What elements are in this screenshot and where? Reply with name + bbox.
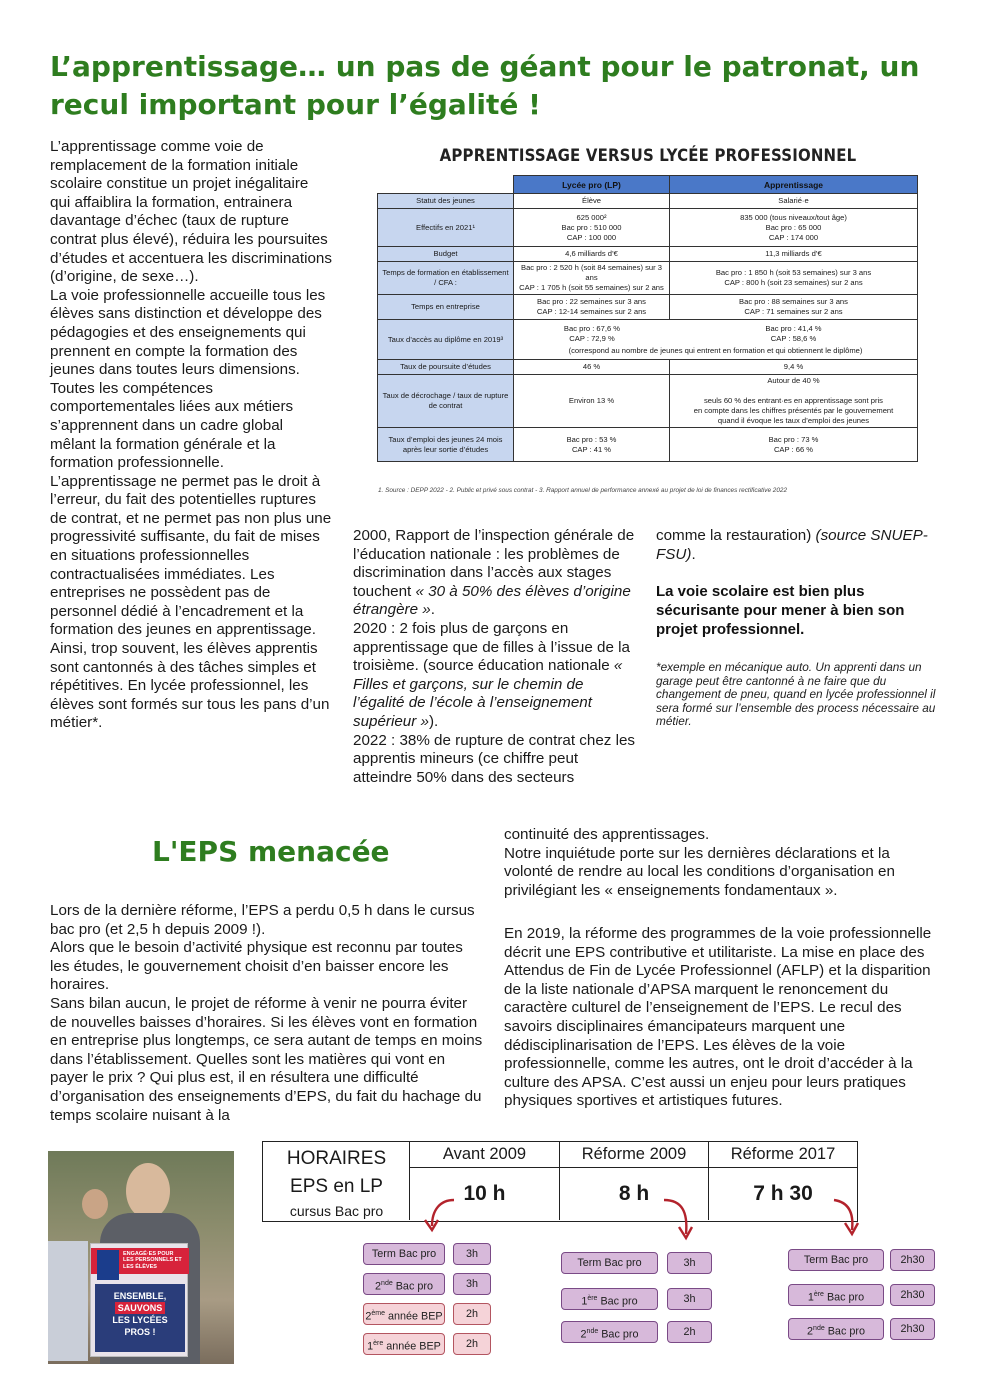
sign-line-2: SAUVONS [115, 1302, 166, 1314]
table-row [378, 194, 918, 209]
horaires-label-cell [263, 1142, 410, 1220]
comparison-table [377, 175, 918, 462]
conclusion-column [656, 527, 941, 564]
table-row [378, 209, 918, 247]
row-label: Statut des jeunes [378, 194, 514, 209]
cell-apprentissage: 835 000 (tous niveaux/tout âge) Bac pro : 65 000 CAP : 174 000 [670, 209, 918, 247]
horaires-cursus: cursus Bac pro [289, 1203, 384, 1219]
row-values-merged [514, 320, 918, 360]
level-pill: 1ère année BEP [363, 1333, 445, 1355]
cell-lp: Bac pro : 22 semaines sur 3 ans CAP : 12-14 semaines sur 2 ans [514, 295, 670, 320]
discrimination-2022: 2022 : 38% de rupture de contrat chez les apprentis mineurs (ce chiffre peut atteindre 50% dans des secteurs [353, 731, 635, 786]
table-title: APPRENTISSAGE VERSUS LYCÉE PROFESSIONNEL [439, 146, 857, 166]
period-header: Avant 2009 [410, 1142, 559, 1168]
photo-background-sign [48, 1241, 88, 1361]
row-label: Temps en entreprise [378, 295, 514, 320]
hours-pill: 3h [667, 1252, 712, 1274]
table-header-lp: Lycée pro (LP) [514, 176, 670, 194]
discrimination-column [353, 527, 638, 787]
cell-apprentissage: Salarié·e [670, 194, 918, 209]
hours-pill: 3h [667, 1288, 712, 1310]
table-row [378, 247, 918, 262]
curved-arrow-icon [660, 1196, 700, 1244]
table-row [378, 360, 918, 375]
page-title: L’apprentissage… un pas de géant pour le patronat, un recul important pour l’égalité ! [50, 50, 920, 121]
cell-apprentissage: Autour de 40 % seuls 60 % des entrant·es en apprentissage sont pris en compte dans les chiffres présentés par le gouvernement quand il évoque les taux d’emploi des jeunes [670, 375, 918, 428]
cell-apprentissage: Bac pro : 1 850 h (soit 53 semaines) sur 3 ans CAP : 800 h (soit 23 semaines) sur 2 ans [670, 262, 918, 295]
cell-lp: 46 % [514, 360, 670, 375]
eps-paragraph-2: Alors que le besoin d’activité physique est reconnu par toutes les études, le gouvernement choisit d’en baisser encore les horaires. [50, 939, 463, 994]
cell-lp: 625 000² Bac pro : 510 000 CAP : 100 000 [514, 209, 670, 247]
protest-photo [48, 1151, 234, 1364]
horaires-label: HORAIRES [286, 1148, 387, 1169]
cell-lp: Bac pro : 2 520 h (soit 84 semaines) sur 3 ans CAP : 1 705 h (soit 55 semaines) sur 2 ans [514, 262, 670, 295]
horaires-table [262, 1141, 858, 1222]
level-pill: 2nde Bac pro [788, 1318, 884, 1340]
sign-line-1: ENSEMBLE, [113, 1291, 167, 1301]
cell-note: (correspond au nombre de jeunes qui entrent en formation et qui obtiennent le diplôme) [568, 345, 863, 355]
intro-paragraph-1: L’apprentissage comme voie de remplacement de la formation initiale scolaire constitue un projet inégalitaire qui affaiblira la formation, entrainera davantage d’échec (taux de rupture contrat plus élevé), réduira les poursuites d’études et accentuera les discriminations (d’origine, de sexe…). [50, 138, 332, 286]
eps-right-column-bottom [504, 925, 936, 1111]
cell-lp: Bac pro : 67,6 % CAP : 72,9 % [563, 323, 621, 343]
eps-right-paragraph-1: continuité des apprentissages. [504, 826, 710, 843]
eps-left-column [50, 902, 486, 1125]
eps-paragraph-1: Lors de la dernière réforme, l’EPS a perdu 0,5 h dans le cursus bac pro (et 2,5 h depuis 2009 !). [50, 902, 475, 938]
row-label: Effectifs en 2021¹ [378, 209, 514, 247]
sign-band [91, 1248, 189, 1274]
hours-pill: 3h [453, 1273, 491, 1295]
sign-top-text: ENGAGÉ·ES POUR LES PERSONNELS ET LES ÉLÈVES [123, 1251, 182, 1270]
hours-pill: 2h [453, 1333, 491, 1355]
row-label: Taux de décrochage / taux de rupture de contrat [378, 375, 514, 428]
intro-column [50, 138, 332, 733]
level-pill: Term Bac pro [561, 1252, 658, 1274]
period-header: Réforme 2009 [560, 1142, 708, 1168]
period-total: 10 h [463, 1182, 506, 1205]
cell-lp: Élève [514, 194, 670, 209]
row-label: Temps de formation en établissement / CFA : [378, 262, 514, 295]
curved-arrow-icon [830, 1196, 866, 1240]
discrimination-2020: 2020 : 2 fois plus de garçons en apprentissage que de filles à l’issue de la troisième. (source éducation nationale « Filles et garçons, sur le chemin de l’égalité de l’école à l’enseignement supérieur »). [353, 619, 630, 730]
cell-apprentissage: 11,3 milliards d’€ [670, 247, 918, 262]
row-label: Taux d’accès au diplôme en 2019³ [378, 320, 514, 360]
fsu-logo [97, 1250, 119, 1280]
level-pill: Term Bac pro [363, 1243, 445, 1265]
cell-lp: 4,6 milliards d’€ [514, 247, 670, 262]
table-row [378, 262, 918, 295]
table-footnote: 1. Source : DEPP 2022 - 2. Public et privé sous contrat - 3. Rapport annuel de performance annexé au projet de loi de finances rectificative 2022 [378, 487, 788, 494]
row-label: Taux de poursuite d’études [378, 360, 514, 375]
row-label: Budget [378, 247, 514, 262]
sign-line-4: PROS ! [124, 1327, 156, 1337]
level-pill: Term Bac pro [788, 1249, 884, 1271]
table-header-apprentissage: Apprentissage [670, 176, 918, 194]
sign-message [95, 1284, 185, 1352]
table-row [378, 428, 918, 462]
period-total: 7 h 30 [753, 1182, 813, 1205]
callout-text: La voie scolaire est bien plus sécurisante pour mener à bien son projet professionnel. [656, 583, 905, 638]
eps-right-paragraph-3: En 2019, la réforme des programmes de la voie professionnelle décrit une EPS contributive et utilitariste. La mise en place des Attendus de Fin de Lycée Professionnel (AFLP) et la disparition de la liste nationale d’APSA marquent le renoncement du caractère culturel de l’enseignement de l’EPS. Le recul des savoirs disciplinaires émancipateurs marquent une dédisciplinarisation de l’EPS. Les élèves de la voie professionnelle, comme les autres, ont le droit d’accéder à la culture des APSA. C’est aussi un enjeu pour leurs pratiques physiques sportives et artistiques futures. [504, 925, 932, 1110]
photo-person-head [126, 1163, 170, 1219]
hours-pill: 2h30 [890, 1318, 935, 1340]
cell-lp: Bac pro : 53 % CAP : 41 % [514, 428, 670, 462]
table-row [378, 320, 918, 360]
table-row [378, 375, 918, 428]
source-text: comme la restauration) (source SNUEP-FSU). [656, 527, 928, 563]
table-row [378, 295, 918, 320]
table-corner [378, 176, 514, 194]
eps-paragraph-3: Sans bilan aucun, le projet de réforme à venir ne pourra éviter de nouvelles baisses d’horaires. Si les élèves vont en formation en entreprise plus longtemps, ce sera autant de temps en moins dans l’établissement. Quelles sont les matières qui vont en payer le prix ? Qui plus est, il en résultera une difficulté d’organisation des enseignements d’EPS, du fait du hachage du temps scolaire nuisant à la [50, 994, 483, 1124]
level-pill: 2nde Bac pro [363, 1273, 445, 1295]
level-pill: 2ème année BEP [363, 1303, 445, 1325]
hours-pill: 2h30 [890, 1284, 935, 1306]
intro-paragraph-2: La voie professionnelle accueille tous les élèves sans distinction et développe des pédagogies et des enseignements qui prennent en compte la formation des jeunes dans toutes leurs dimensions. Toutes les compétences comportementales liées aux métiers s’apprennent dans un cadre global mêlant la formation générale et la formation professionnelle. L’apprentissage ne permet pas le droit à l’erreur, du fait des potentielles ruptures de contrat, et ne permet pas non plus une progressivité suffisante, du fait de mises en situations professionnelles contractualisées immédiates. Les entreprises ne possèdent pas de personnel dédié à l’encadrement et la formation des jeunes en apprentissage. Ainsi, trop souvent, les élèves apprentis sont cantonnés à des tâches simples et répétitives. En lycée professionnel, les élèves sont formés sur tous les pans d’un métier*. [50, 286, 332, 732]
period-total: 8 h [618, 1182, 650, 1205]
cell-apprentissage: Bac pro : 73 % CAP : 66 % [670, 428, 918, 462]
horaires-sublabel: EPS en LP [290, 1176, 383, 1197]
footnote-example: *exemple en mécanique auto. Un apprenti dans un garage peut être cantonné à ne faire que du changement de pneu, quand en lycée professionnel il sera formé sur l’ensemble des process nécessaire au métier. [656, 660, 936, 729]
eps-right-column-top [504, 826, 936, 900]
sign-line-3: LES LYCÉES [112, 1315, 168, 1325]
hours-pill: 2h [667, 1321, 712, 1343]
level-pill: 2nde Bac pro [561, 1321, 658, 1343]
cell-lp: Environ 13 % [514, 375, 670, 428]
period-header: Réforme 2017 [709, 1142, 857, 1168]
photo-background-person [82, 1189, 108, 1219]
hours-pill: 2h30 [890, 1249, 935, 1271]
row-label: Taux d’emploi des jeunes 24 mois après leur sortie d’études [378, 428, 514, 462]
cell-apprentissage: Bac pro : 41,4 % CAP : 58,6 % [765, 323, 822, 343]
curved-arrow-icon [418, 1196, 458, 1236]
cell-apprentissage: 9,4 % [670, 360, 918, 375]
cell-apprentissage: Bac pro : 88 semaines sur 3 ans CAP : 71 semaines sur 2 ans [670, 295, 918, 320]
level-pill: 1ère Bac pro [788, 1284, 884, 1306]
level-pill: 1ère Bac pro [561, 1288, 658, 1310]
eps-right-paragraph-2: Notre inquiétude porte sur les dernières déclarations et la volonté de rendre au local les conditions d’organisation en privilégiant les « enseignements fondamentaux ». [504, 844, 895, 899]
hours-pill: 2h [453, 1303, 491, 1325]
eps-title: L'EPS menacée [152, 835, 390, 868]
hours-pill: 3h [453, 1243, 491, 1265]
protest-sign [90, 1243, 188, 1357]
discrimination-2000: 2000, Rapport de l’inspection générale de l’éducation nationale : les problèmes de discrimination dans l’accès aux stages touchent « 30 à 50% des élèves d’origine étrangère ». [353, 527, 635, 619]
